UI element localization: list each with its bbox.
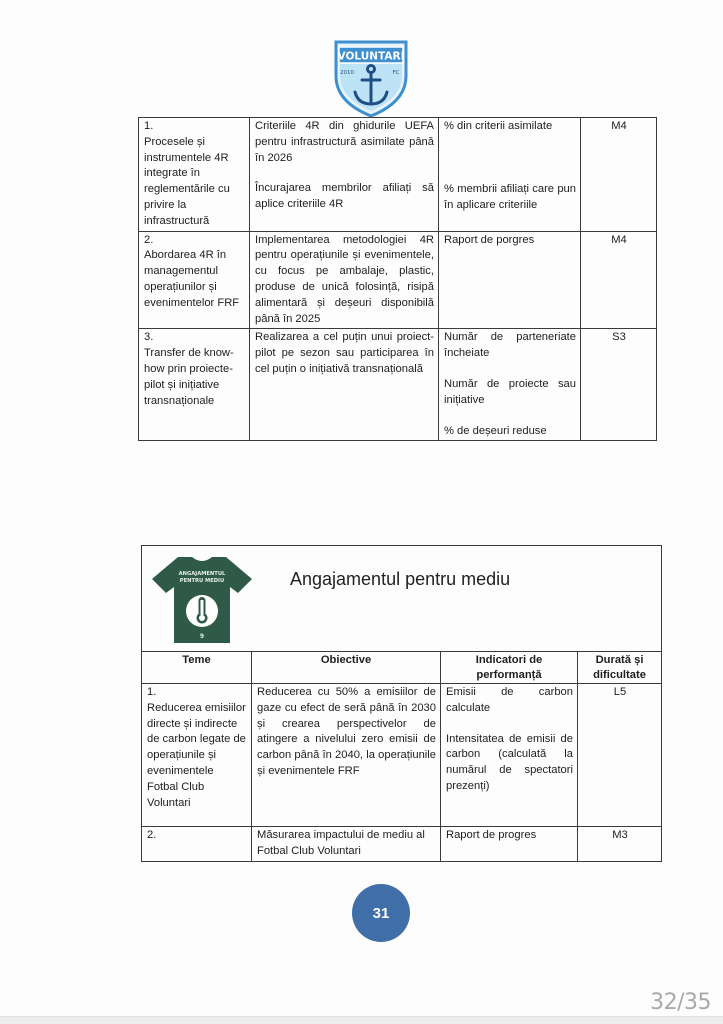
obiective-cell: [252, 684, 441, 827]
durata-cell: S3: [581, 329, 657, 441]
club-logo: [330, 36, 412, 118]
section-header: [142, 546, 662, 652]
obiectiv-text: Criteriile 4R din ghidurile UEFA pentru infrastructură asimilate până în 2026: [255, 120, 434, 164]
obiectiv-text: Realizarea a cel puțin unui proiect-pilot pe sezon sau participarea în cel puțin o inițiativă transnațională: [255, 331, 434, 375]
tema-cell: [139, 231, 250, 329]
table-header-row: [142, 652, 662, 684]
indicatori-cell: [439, 329, 581, 441]
durata-cell: M3: [578, 827, 662, 862]
column-header-durata: Durată și dificultate: [578, 652, 662, 684]
indicatori-cell: [439, 231, 581, 329]
logo-year: 2010: [340, 70, 354, 76]
tema-cell: [142, 684, 252, 827]
obiectiv-text: Încurajarea membrilor afiliați să aplice criteriile 4R: [255, 182, 434, 211]
table-row: [142, 684, 662, 827]
tema-number: 2.: [147, 829, 157, 841]
indicatori-cell: [441, 827, 578, 862]
obiective-cell: [250, 329, 439, 441]
tema-text: Reducerea emisiilor directe și indirecte de carbon legate de operațiunile și evenimentele Fotbal Club Voluntari: [147, 701, 246, 809]
logo-name: VOLUNTARI: [337, 50, 405, 63]
column-header-obiective: Obiective: [252, 652, 441, 684]
tema-number: 1.: [147, 686, 157, 698]
indicator-text: Emisii de carbon calculate: [446, 686, 573, 714]
tema-cell: [139, 118, 250, 232]
indicator-text: Număr de parteneriate încheiate: [444, 331, 576, 360]
indicator-text: Intensitatea de emisii de carbon (calculată la numărul de spectatori prezenți): [446, 732, 573, 792]
tema-cell: [142, 827, 252, 862]
column-header-teme: Teme: [142, 652, 252, 684]
obiectiv-text: Măsurarea impactului de mediu al Fotbal Club Voluntari: [257, 829, 425, 857]
viewer-page-counter: 32/35: [650, 990, 711, 1015]
environment-badge-tshirt-icon: [148, 553, 256, 647]
badge-line-1: ANGAJAMENTUL: [178, 571, 226, 577]
viewer-bottom-bar: [0, 1016, 723, 1024]
indicator-text: Număr de proiecte sau inițiative: [444, 377, 576, 406]
environment-commitment-table: [141, 545, 662, 862]
indicator-text: % de deșeuri reduse: [444, 424, 547, 437]
obiectiv-text: Implementarea metodologiei 4R pentru operațiunile și evenimentele, cu focus pe ambalaje, plastic, produse de unică folosință, risipă alimentară și deșeuri disponibilă până în 2025: [255, 233, 434, 325]
table-row: [142, 827, 662, 862]
tema-number: 1.: [144, 120, 154, 132]
durata-cell: M4: [581, 118, 657, 232]
table-row: [139, 118, 657, 232]
section-header-row: [142, 546, 662, 652]
indicator-text: Raport de progres: [446, 829, 537, 841]
durata-cell: M4: [581, 231, 657, 329]
obiective-cell: [250, 118, 439, 232]
tema-number: 2.: [144, 233, 154, 246]
indicatori-cell: [439, 118, 581, 232]
indicator-text: Raport de porgres: [444, 233, 535, 246]
indicatori-cell: [441, 684, 578, 827]
tema-text: Procesele și instrumentele 4R integrate în reglementările cu privire la infrastructură: [144, 135, 230, 227]
page-number-badge: 31: [352, 884, 410, 942]
table-row: [139, 231, 657, 329]
obiectiv-text: Reducerea cu 50% a emisiilor de gaze cu efect de seră până în 2030 și crearea perspectivelor de atingere a nivelului zero emisii de carbon până în 2040, la operațiunile și evenimentele FRF: [257, 686, 436, 777]
table-row: [139, 329, 657, 441]
durata-cell: L5: [578, 684, 662, 827]
column-header-indicatori: Indicatori de performanță: [441, 652, 578, 684]
obiective-cell: [252, 827, 441, 862]
section-title: Angajamentul pentru mediu: [290, 569, 511, 589]
logo-fc: FC: [392, 70, 400, 76]
indicator-text: % membrii afiliați care pun în aplicare criteriile: [444, 182, 576, 211]
obiective-cell: [250, 231, 439, 329]
badge-number: 9: [199, 633, 205, 640]
badge-line-2: PENTRU MEDIU: [179, 578, 225, 584]
tema-text: Transfer de know-how prin proiecte-pilot și inițiative transnaționale: [144, 347, 234, 407]
tema-cell: [139, 329, 250, 441]
tema-text: Abordarea 4R în managementul operațiunilor și evenimentelor FRF: [144, 249, 240, 309]
indicator-text: % din criterii asimilate: [444, 120, 553, 132]
tema-number: 3.: [144, 331, 154, 344]
objectives-table-4r: [138, 117, 657, 441]
